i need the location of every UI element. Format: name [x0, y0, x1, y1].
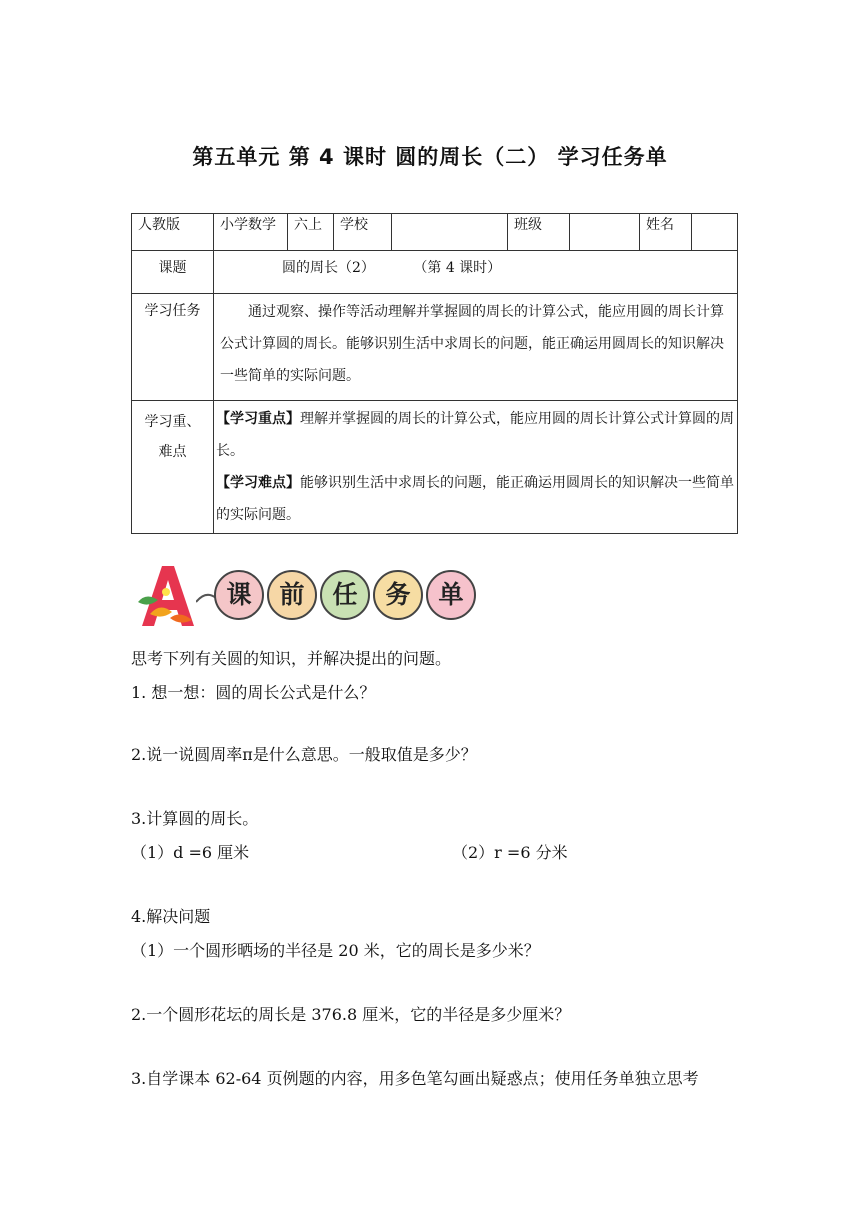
question-3a: （1）d =6 厘米 [131, 843, 250, 862]
info-row-task [132, 294, 738, 401]
question-5: 3.自学课本 62-64 页例题的内容，用多色笔勾画出疑惑点；使用任务单独立思考 [131, 1069, 699, 1088]
class-field[interactable] [570, 214, 640, 251]
topic-lesson: （第 4 课时） [413, 260, 502, 276]
question-4b: 2.一个圆形花坛的周长是 376.8 厘米，它的半径是多少厘米？ [131, 1005, 571, 1024]
question-2: 2.说一说圆周率π是什么意思。一般取值是多少？ [131, 745, 477, 764]
info-row-keypoints [132, 401, 738, 534]
question-4: 4.解决问题 [131, 907, 211, 926]
banner-char-5: 单 [426, 570, 476, 620]
task-text: 通过观察、操作等活动理解并掌握圆的周长的计算公式，能应用圆的周长计算公式计算圆的周长。能够识别生活中求周长的问题，能正确运用圆周长的知识解决一些简单的实际问题。 [214, 294, 738, 401]
question-4a: （1）一个圆形晒场的半径是 20 米，它的周长是多少米？ [131, 941, 540, 960]
banner-char-3: 任 [320, 570, 370, 620]
difficult-point [216, 467, 735, 531]
banner-char-1: 课 [214, 570, 264, 620]
class-label: 班级 [508, 214, 570, 251]
page-title: 第五单元 第 4 课时 圆的周长（二） 学习任务单 [192, 145, 668, 169]
topic-cell [214, 251, 738, 294]
info-row-header [132, 214, 738, 251]
grade-cell: 六上 [288, 214, 334, 251]
school-label: 学校 [334, 214, 392, 251]
key-point-title: 【学习重点】 [216, 411, 300, 427]
section-banner [136, 562, 466, 632]
question-3: 3.计算圆的周长。 [131, 809, 259, 828]
difficult-point-text: 能够识别生活中求周长的问题，能正确运用圆周长的知识解决一些简单的实际问题。 [216, 475, 734, 523]
name-field[interactable] [692, 214, 738, 251]
banner-char-2: 前 [267, 570, 317, 620]
key-point [216, 403, 735, 467]
name-label: 姓名 [640, 214, 692, 251]
topic-label: 课题 [132, 251, 214, 294]
school-field[interactable] [392, 214, 508, 251]
info-table [131, 213, 738, 534]
subject-cell: 小学数学 [214, 214, 288, 251]
difficult-point-title: 【学习难点】 [216, 475, 300, 491]
banner-char-4: 务 [373, 570, 423, 620]
intro-text: 思考下列有关圆的知识，并解决提出的问题。 [131, 649, 452, 668]
task-label: 学习任务 [132, 294, 214, 401]
info-row-topic [132, 251, 738, 294]
keypoint-cell [214, 401, 738, 534]
topic-value: 圆的周长（2） [282, 260, 375, 276]
keypoint-label: 学习重、难点 [132, 401, 214, 534]
question-1: 1. 想一想：圆的周长公式是什么？ [131, 683, 376, 702]
publisher-cell: 人教版 [132, 214, 214, 251]
key-point-text: 理解并掌握圆的周长的计算公式，能应用圆的周长计算公式计算圆的周长。 [216, 411, 734, 459]
question-3b: （2）r =6 分米 [452, 843, 568, 862]
